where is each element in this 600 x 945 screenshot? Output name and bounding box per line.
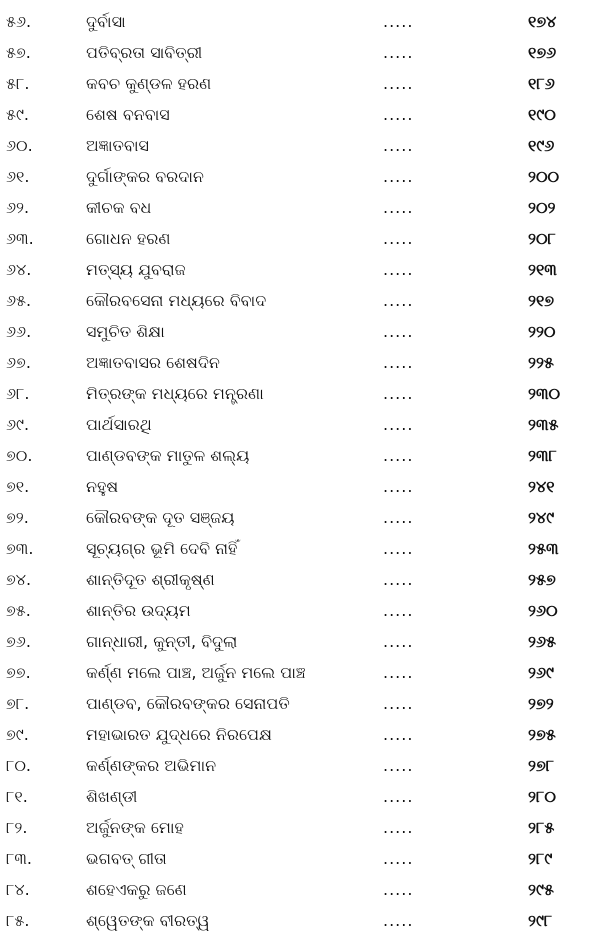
page-number[interactable]: ୨୩୮ [528, 446, 557, 465]
toc-entry[interactable] [0, 626, 600, 657]
leader-dots: ..... [383, 167, 414, 186]
page-number[interactable]: ୨୮୯ [528, 849, 553, 868]
chapter-number: ୬୫. [6, 291, 32, 310]
page-number[interactable]: ୧୯୬ [528, 136, 555, 155]
page-number[interactable]: ୨୩୫ [528, 415, 559, 434]
chapter-title[interactable]: କୀଚକ ବଧ [86, 198, 152, 217]
chapter-number: ୬୪. [6, 260, 32, 279]
toc-entry[interactable] [0, 781, 600, 812]
toc-entry[interactable] [0, 440, 600, 471]
page-number[interactable]: ୨୯୫ [528, 880, 554, 899]
page-number[interactable]: ୨୫୩ [528, 539, 559, 558]
leader-dots: ..... [383, 508, 414, 527]
leader-dots: ..... [383, 322, 414, 341]
chapter-title[interactable]: ମତ୍ସ୍ୟ ଯୁବରାଜ [86, 260, 186, 279]
toc-entry[interactable] [0, 130, 600, 161]
chapter-title[interactable]: ଦୁର୍ବାସା [86, 12, 126, 31]
chapter-number: ୭୪. [6, 570, 32, 589]
chapter-title[interactable]: ଶେଷ ବନବାସ [86, 105, 170, 124]
chapter-number: ୭୬. [6, 632, 31, 651]
page-number[interactable]: ୨୦୦ [528, 167, 560, 186]
page-number[interactable]: ୧୭୪ [528, 12, 557, 31]
chapter-number: ୬୦. [6, 136, 33, 155]
chapter-number: ୮୦. [6, 756, 32, 775]
leader-dots: ..... [383, 787, 414, 806]
chapter-number: ୫୬. [6, 12, 32, 31]
toc-entry[interactable] [0, 843, 600, 874]
toc-entry[interactable] [0, 564, 600, 595]
leader-dots: ..... [383, 198, 414, 217]
chapter-title[interactable]: ଶ୍ୱେତଙ୍କ ବୀରତ୍ୱ [86, 911, 210, 930]
leader-dots: ..... [383, 43, 414, 62]
chapter-title[interactable]: କର୍ଣ୍ଣ ମଲେ ପାଞ୍ଚ, ଅର୍ଜୁନ ମଲେ ପାଞ୍ଚ [86, 663, 306, 682]
chapter-number: ୬୨. [6, 198, 30, 217]
page-number[interactable]: ୧୭୬ [528, 43, 557, 62]
toc-entry[interactable] [0, 750, 600, 781]
page-number[interactable]: ୨୧୭ [528, 291, 555, 310]
chapter-number: ୭୫. [6, 601, 31, 620]
leader-dots: ..... [383, 880, 414, 899]
chapter-title[interactable]: ସୂଚ୍ୟଗ୍ର ଭୂମି ଦେବି ନାହିଁ [86, 539, 238, 558]
page-number[interactable]: ୨୭୮ [528, 756, 555, 775]
chapter-title[interactable]: ଅଜ୍ଞାତବାସର ଶେଷଦିନ [86, 353, 220, 372]
chapter-title[interactable]: ପାର୍ଥସାରଥି [86, 415, 152, 434]
chapter-title[interactable]: ଶହେଏକରୁ ଜଣେ [86, 880, 187, 899]
page-number[interactable]: ୨୨୫ [528, 353, 554, 372]
leader-dots: ..... [383, 911, 414, 930]
page-number[interactable]: ୨୨୦ [528, 322, 556, 341]
toc-entry[interactable] [0, 99, 600, 130]
page-number[interactable]: ୨୦୨ [528, 198, 556, 217]
toc-entry[interactable] [0, 719, 600, 750]
page-number[interactable]: ୧୯୦ [528, 105, 556, 124]
leader-dots: ..... [383, 291, 414, 310]
leader-dots: ..... [383, 663, 414, 682]
toc-entry[interactable] [0, 223, 600, 254]
leader-dots: ..... [383, 105, 414, 124]
page-number[interactable]: ୨୮୫ [528, 818, 555, 837]
chapter-title[interactable]: ଗୋଧନ ହରଣ [86, 229, 171, 248]
chapter-number: ୫୮. [6, 74, 30, 93]
chapter-number: ୭୮. [6, 694, 30, 713]
chapter-title[interactable]: ପତିବ୍ରତା ସାବିତ୍ରୀ [86, 43, 203, 62]
toc-entry[interactable] [0, 471, 600, 502]
chapter-number: ୮୨. [6, 818, 28, 837]
leader-dots: ..... [383, 632, 414, 651]
leader-dots: ..... [383, 446, 414, 465]
page-number[interactable]: ୨୭୨ [528, 694, 554, 713]
toc-entry[interactable] [0, 533, 600, 564]
toc-entry[interactable] [0, 347, 600, 378]
chapter-number: ୭୭. [6, 663, 31, 682]
chapter-title[interactable]: କୌରବଙ୍କ ଦୂତ ସଞ୍ଜୟ [86, 508, 235, 527]
chapter-title[interactable]: ଅଜ୍ଞାତବାସ [86, 136, 149, 155]
chapter-title[interactable]: କୌରବସେନା ମଧ୍ୟରେ ବିବାଦ [86, 291, 267, 310]
chapter-title[interactable]: ଦୁର୍ଗାଙ୍କର ବରଦାନ [86, 167, 204, 186]
toc-entry[interactable] [0, 254, 600, 285]
toc-entry[interactable] [0, 6, 600, 37]
page-number[interactable]: ୨୬୯ [528, 663, 554, 682]
page-number[interactable]: ୨୮୦ [528, 787, 556, 806]
leader-dots: ..... [383, 477, 414, 496]
chapter-number: ୭୦. [6, 446, 33, 465]
chapter-number: ୫୯. [6, 105, 30, 124]
chapter-number: ୬୭. [6, 353, 31, 372]
leader-dots: ..... [383, 229, 414, 248]
leader-dots: ..... [383, 725, 414, 744]
chapter-number: ୮୧. [6, 787, 28, 806]
toc-entry[interactable] [0, 192, 600, 223]
toc-entry[interactable] [0, 595, 600, 626]
chapter-number: ୬୬. [6, 322, 32, 341]
toc-entry[interactable] [0, 502, 600, 533]
toc-entry[interactable] [0, 874, 600, 905]
chapter-title[interactable]: ପାଣ୍ଡବଙ୍କ ମାତୁଳ ଶଲ୍ୟ [86, 446, 250, 465]
leader-dots: ..... [383, 570, 414, 589]
page-number[interactable]: ୨୦୮ [528, 229, 556, 248]
leader-dots: ..... [383, 539, 414, 558]
chapter-title[interactable]: ଶାନ୍ତିର ଉଦ୍ୟମ [86, 601, 191, 620]
toc-entry[interactable] [0, 161, 600, 192]
toc-entry[interactable] [0, 657, 600, 688]
chapter-title[interactable]: କବଚ କୁଣ୍ଡଳ ହରଣ [86, 74, 212, 93]
leader-dots: ..... [383, 384, 414, 403]
toc-entry[interactable] [0, 688, 600, 719]
chapter-title[interactable]: ଶିଖଣ୍ଡୀ [86, 787, 138, 806]
chapter-title[interactable]: ଶାନ୍ତିଦୂତ ଶ୍ରୀକୃଷ୍ଣ [86, 570, 215, 589]
chapter-number: ୫୭. [6, 43, 31, 62]
page-number[interactable]: ୨୬୫ [528, 632, 557, 651]
chapter-title[interactable]: ପାଣ୍ଡବ, କୌରବଙ୍କର ସେନାପତି [86, 694, 290, 713]
chapter-title[interactable]: ସମୁଚିତ ଶିକ୍ଷା [86, 322, 165, 341]
toc-entry[interactable] [0, 905, 600, 936]
leader-dots: ..... [383, 74, 414, 93]
toc-entry[interactable] [0, 37, 600, 68]
chapter-title[interactable]: ଭଗବତ୍ ଗୀତା [86, 849, 167, 868]
chapter-number: ୬୧. [6, 167, 30, 186]
page-number[interactable]: ୧୮୬ [528, 74, 555, 93]
leader-dots: ..... [383, 818, 414, 837]
chapter-number: ୬୩. [6, 229, 34, 248]
leader-dots: ..... [383, 849, 414, 868]
chapter-number: ୭୧. [6, 477, 30, 496]
toc-entry[interactable] [0, 812, 600, 843]
page-number[interactable]: ୨୧୩ [528, 260, 557, 279]
page-number[interactable]: ୨୭୫ [528, 725, 556, 744]
chapter-title[interactable]: ମିତ୍ରଙ୍କ ମଧ୍ୟରେ ମନ୍ତ୍ରଣା [86, 384, 264, 403]
toc-entry[interactable] [0, 285, 600, 316]
chapter-number: ୮୪. [6, 880, 30, 899]
toc-entry[interactable] [0, 68, 600, 99]
leader-dots: ..... [383, 756, 414, 775]
leader-dots: ..... [383, 136, 414, 155]
toc-entry[interactable] [0, 409, 600, 440]
page-number[interactable]: ୨୪୧ [528, 477, 555, 496]
leader-dots: ..... [383, 353, 414, 372]
chapter-number: ୭୨. [6, 508, 29, 527]
leader-dots: ..... [383, 694, 414, 713]
chapter-number: ୬୮. [6, 384, 30, 403]
leader-dots: ..... [383, 415, 414, 434]
leader-dots: ..... [383, 601, 414, 620]
chapter-number: ୬୯. [6, 415, 30, 434]
leader-dots: ..... [383, 12, 414, 31]
leader-dots: ..... [383, 260, 414, 279]
chapter-title[interactable]: ଅର୍ଜୁନଙ୍କ ମୋହ [86, 818, 184, 837]
toc-entry[interactable] [0, 316, 600, 347]
chapter-title[interactable]: ମହାଭାରତ ଯୁଦ୍ଧରେ ନିରପେକ୍ଷ [86, 725, 272, 744]
toc-entry[interactable] [0, 378, 600, 409]
page-number[interactable]: ୨୬୦ [528, 601, 558, 620]
page-number[interactable]: ୨୩୦ [528, 384, 561, 403]
chapter-number: ୮୩. [6, 849, 33, 868]
chapter-title[interactable]: ନହୁଷ [86, 477, 119, 496]
chapter-number: ୭୩. [6, 539, 34, 558]
page-number[interactable]: ୨୪୯ [528, 508, 555, 527]
page-number[interactable]: ୨୯୮ [528, 911, 553, 930]
chapter-title[interactable]: ଗାନ୍ଧାରୀ, କୁନ୍ତୀ, ବିଦୁଲା [86, 632, 238, 651]
page-number[interactable]: ୨୫୭ [528, 570, 556, 589]
chapter-title[interactable]: କର୍ଣ୍ଣଙ୍କର ଅଭିମାନ [86, 756, 217, 775]
chapter-number: ୮୫. [6, 911, 30, 930]
chapter-number: ୭୯. [6, 725, 29, 744]
